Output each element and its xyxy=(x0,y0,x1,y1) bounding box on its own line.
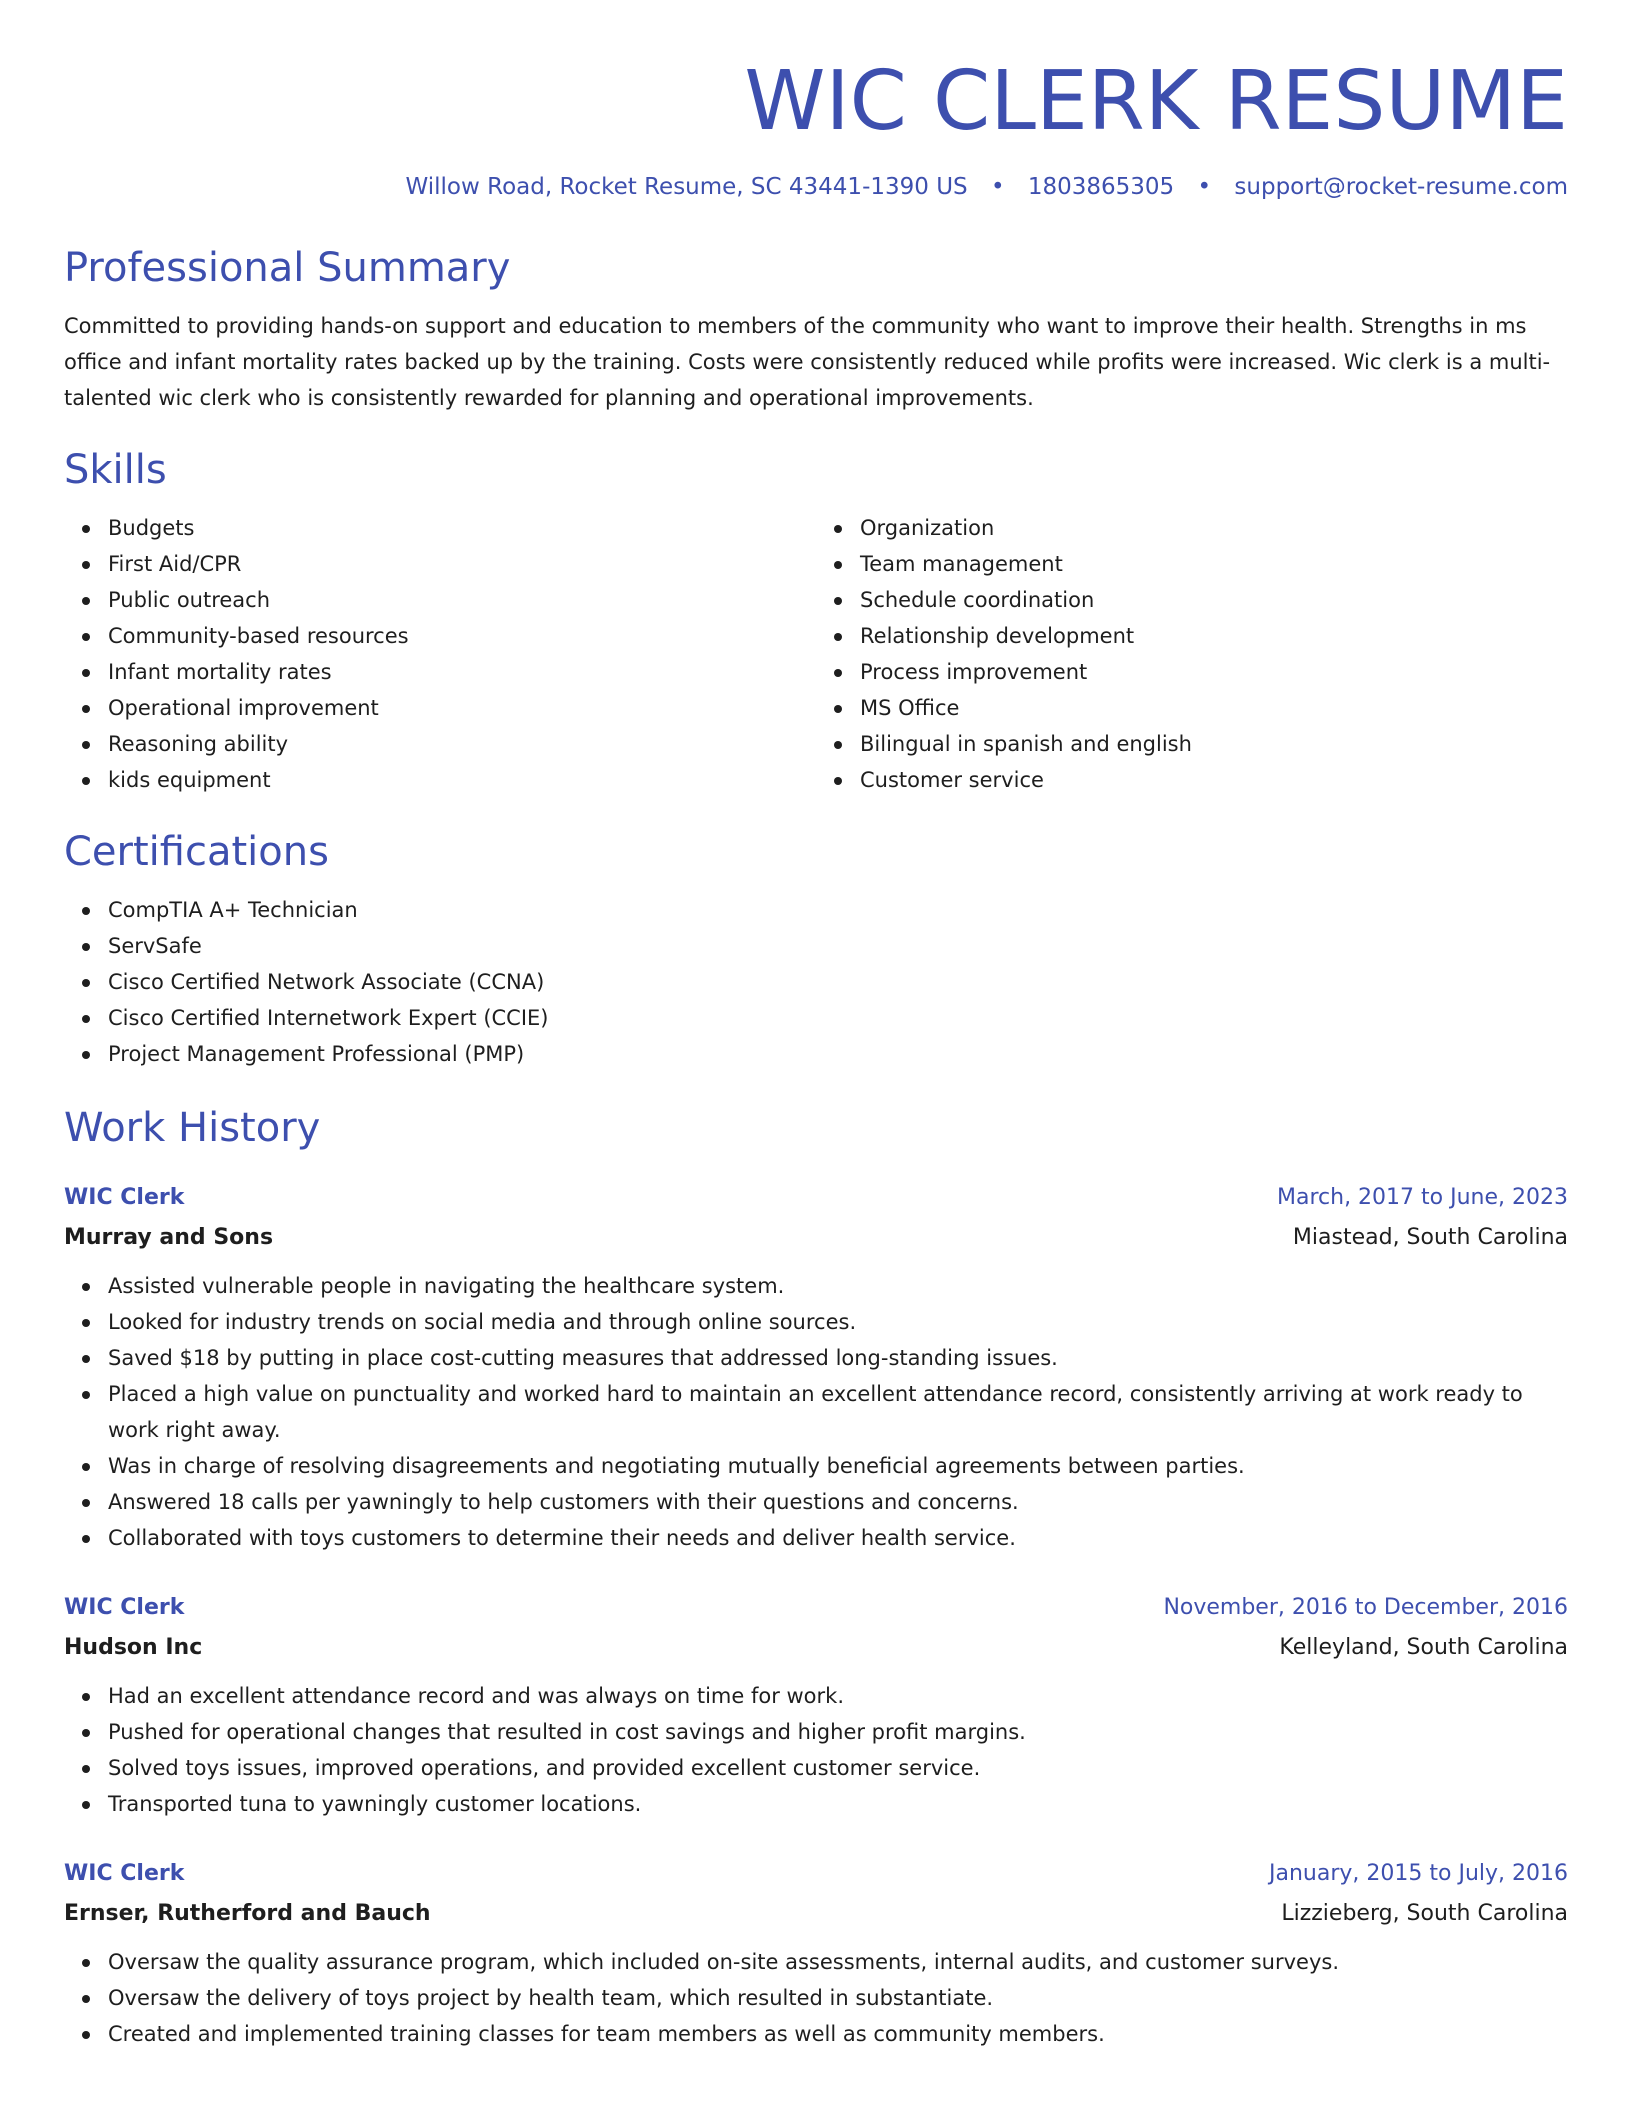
job-header-row xyxy=(64,1588,1568,1628)
list-item: Cisco Certified Network Associate (CCNA) xyxy=(108,964,1568,1000)
list-item: Project Management Professional (PMP) xyxy=(108,1036,1568,1072)
skills-columns xyxy=(64,510,1568,798)
job-title: WIC Clerk xyxy=(64,1861,185,1886)
job-duty: Pushed for operational changes that resulted in cost savings and higher profit margins. xyxy=(108,1714,1568,1750)
job-duty: Assisted vulnerable people in navigating the healthcare system. xyxy=(108,1268,1568,1304)
job-location: Lizzieberg, South Carolina xyxy=(1281,1901,1568,1926)
list-item: Schedule coordination xyxy=(860,582,1568,618)
job-duty: Saved $18 by putting in place cost-cutting measures that addressed long-standing issues. xyxy=(108,1340,1568,1376)
job-entry xyxy=(64,1854,1568,2052)
list-item: Process improvement xyxy=(860,654,1568,690)
contact-phone: 1803865305 xyxy=(1027,174,1175,200)
job-duties-list xyxy=(64,1268,1568,1556)
summary-heading: Professional Summary xyxy=(64,245,511,291)
job-entry xyxy=(64,1178,1568,1556)
job-location: Kelleyland, South Carolina xyxy=(1279,1635,1568,1660)
job-company-row xyxy=(64,1628,1568,1668)
job-header-row xyxy=(64,1854,1568,1894)
job-duty: Oversaw the quality assurance program, which included on-site assessments, internal audits, and customer surveys. xyxy=(108,1944,1568,1980)
job-duty: Had an excellent attendance record and was always on time for work. xyxy=(108,1678,1568,1714)
list-item: Public outreach xyxy=(108,582,816,618)
job-title: WIC Clerk xyxy=(64,1595,185,1620)
job-company: Murray and Sons xyxy=(64,1225,274,1250)
contact-address: Willow Road, Rocket Resume, SC 43441-1390 US xyxy=(405,174,968,200)
job-company: Hudson Inc xyxy=(64,1635,203,1660)
job-company-row xyxy=(64,1218,1568,1258)
skills-heading: Skills xyxy=(64,447,167,493)
list-item: Bilingual in spanish and english xyxy=(860,726,1568,762)
list-item: Budgets xyxy=(108,510,816,546)
list-item: Customer service xyxy=(860,762,1568,798)
certifications-heading: Certifications xyxy=(64,829,329,875)
job-company-row xyxy=(64,1894,1568,1934)
work-history-heading: Work History xyxy=(64,1105,321,1151)
contact-email[interactable]: support@rocket-resume.com xyxy=(1234,174,1568,200)
job-duty: Solved toys issues, improved operations, and provided excellent customer service. xyxy=(108,1750,1568,1786)
contact-line xyxy=(64,172,1568,202)
certifications-list xyxy=(64,892,1568,1072)
job-duties-list xyxy=(64,1678,1568,1822)
job-duty: Oversaw the delivery of toys project by health team, which resulted in substantiate. xyxy=(108,1980,1568,2016)
list-item: ServSafe xyxy=(108,928,1568,964)
list-item: First Aid/CPR xyxy=(108,546,816,582)
job-location: Miastead, South Carolina xyxy=(1292,1225,1568,1250)
list-item: Reasoning ability xyxy=(108,726,816,762)
summary-text: Committed to providing hands-on support and education to members of the community who want to improve their health. Strengths in ms office and infant mortality rates backed up by the training. Costs were consistently reduced while profits were increased. Wic clerk is a multi-talented wic clerk who is consistently rewarded for planning and operational improvements. xyxy=(64,314,1551,410)
job-title: WIC Clerk xyxy=(64,1185,185,1210)
skills-list-left xyxy=(64,510,816,798)
job-duties-list xyxy=(64,1944,1568,2052)
job-duty: Placed a high value on punctuality and worked hard to maintain an excellent attendance record, consistently arriving at work ready to work right away. xyxy=(108,1376,1568,1448)
list-item: Operational improvement xyxy=(108,690,816,726)
resume-page xyxy=(64,0,1568,2052)
job-entry xyxy=(64,1588,1568,1822)
list-item: Infant mortality rates xyxy=(108,654,816,690)
list-item: Cisco Certified Internetwork Expert (CCIE) xyxy=(108,1000,1568,1036)
job-dates: January, 2015 to July, 2016 xyxy=(1269,1861,1568,1886)
list-item: kids equipment xyxy=(108,762,816,798)
list-item: Team management xyxy=(860,546,1568,582)
job-duty: Looked for industry trends on social media and through online sources. xyxy=(108,1304,1568,1340)
skills-list-right xyxy=(816,510,1568,798)
resume-title: WIC CLERK RESUME xyxy=(744,54,1568,149)
list-item: CompTIA A+ Technician xyxy=(108,892,1568,928)
list-item: MS Office xyxy=(860,690,1568,726)
job-duty: Transported tuna to yawningly customer locations. xyxy=(108,1786,1568,1822)
job-company: Ernser, Rutherford and Bauch xyxy=(64,1901,431,1926)
job-dates: March, 2017 to June, 2023 xyxy=(1277,1185,1568,1210)
job-dates: November, 2016 to December, 2016 xyxy=(1163,1595,1568,1620)
job-duty: Was in charge of resolving disagreements and negotiating mutually beneficial agreements between parties. xyxy=(108,1448,1568,1484)
separator-dot: • xyxy=(990,174,1005,200)
job-duty: Created and implemented training classes for team members as well as community members. xyxy=(108,2016,1568,2052)
list-item: Relationship development xyxy=(860,618,1568,654)
job-header-row xyxy=(64,1178,1568,1218)
job-duty: Answered 18 calls per yawningly to help customers with their questions and concerns. xyxy=(108,1484,1568,1520)
job-duty: Collaborated with toys customers to determine their needs and deliver health service. xyxy=(108,1520,1568,1556)
work-history-list xyxy=(64,1178,1568,2052)
list-item: Community-based resources xyxy=(108,618,816,654)
list-item: Organization xyxy=(860,510,1568,546)
separator-dot: • xyxy=(1197,174,1212,200)
